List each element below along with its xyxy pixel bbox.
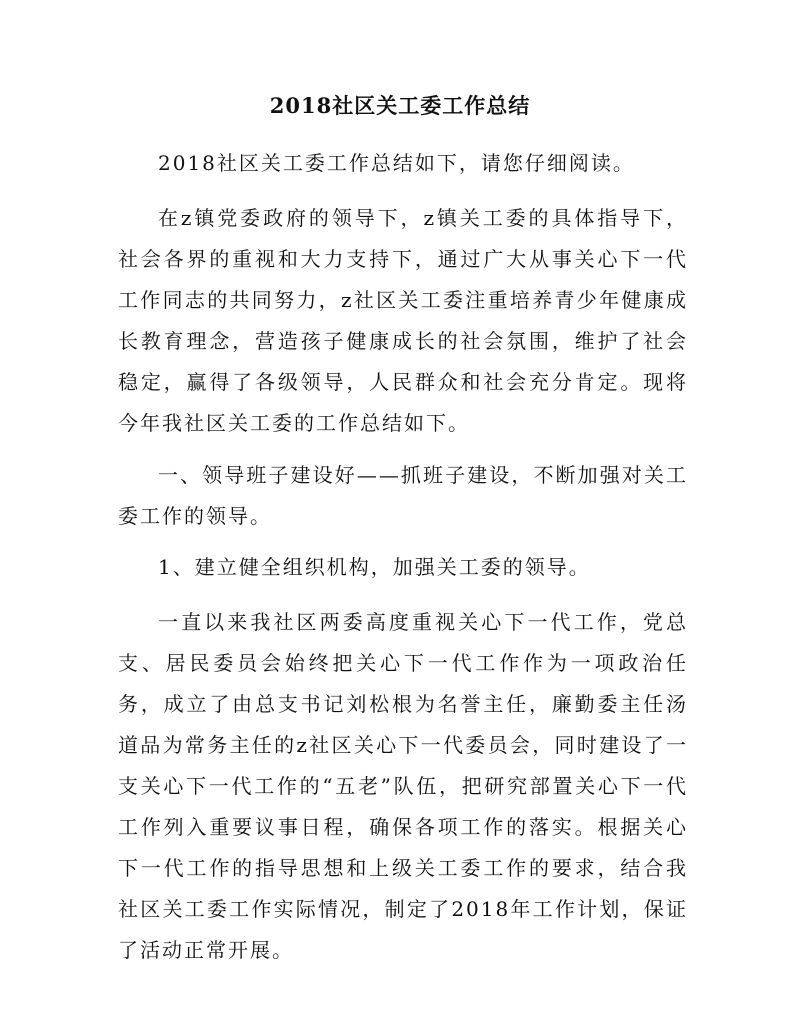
document-title: 2018社区关工委工作总结: [269, 93, 531, 118]
paragraph-overview: 在z镇党委政府的领导下，z镇关工委的具体指导下，社会各界的重视和大力支持下，通过广大从事关心下一代工作同志的共同努力，z社区关工委注重培养青少年健康成长教育理念，营造孩子健康成长的社会氛围，维护了社会稳定，赢得了各级领导，人民群众和社会充分肯定。现将今年我社区关工委的工作总结如下。: [118, 206, 688, 435]
paragraph-body: 一直以来我社区两委高度重视关心下一代工作，党总支、居民委员会始终把关心下一代工作作为一项政治任务，成立了由总支书记刘松根为名誉主任，廉勤委主任汤道品为常务主任的z社区关心下一代委员会，同时建设了一支关心下一代工作的“五老”队伍，把研究部置关心下一代工作列入重要议事日程，确保各项工作的落实。根据关心下一代工作的指导思想和上级关工委工作的要求，结合我社区关工委工作实际情况，制定了2018年工作计划，保证了活动正常开展。: [118, 610, 688, 962]
paragraph-intro: 2018社区关工委工作总结如下，请您仔细阅读。: [158, 151, 635, 175]
paragraph-section-heading: 一、领导班子建设好——抓班子建设，不断加强对关工委工作的领导。: [118, 463, 688, 528]
paragraph-subheading: 1、建立健全组织机构，加强关工委的领导。: [158, 555, 591, 579]
